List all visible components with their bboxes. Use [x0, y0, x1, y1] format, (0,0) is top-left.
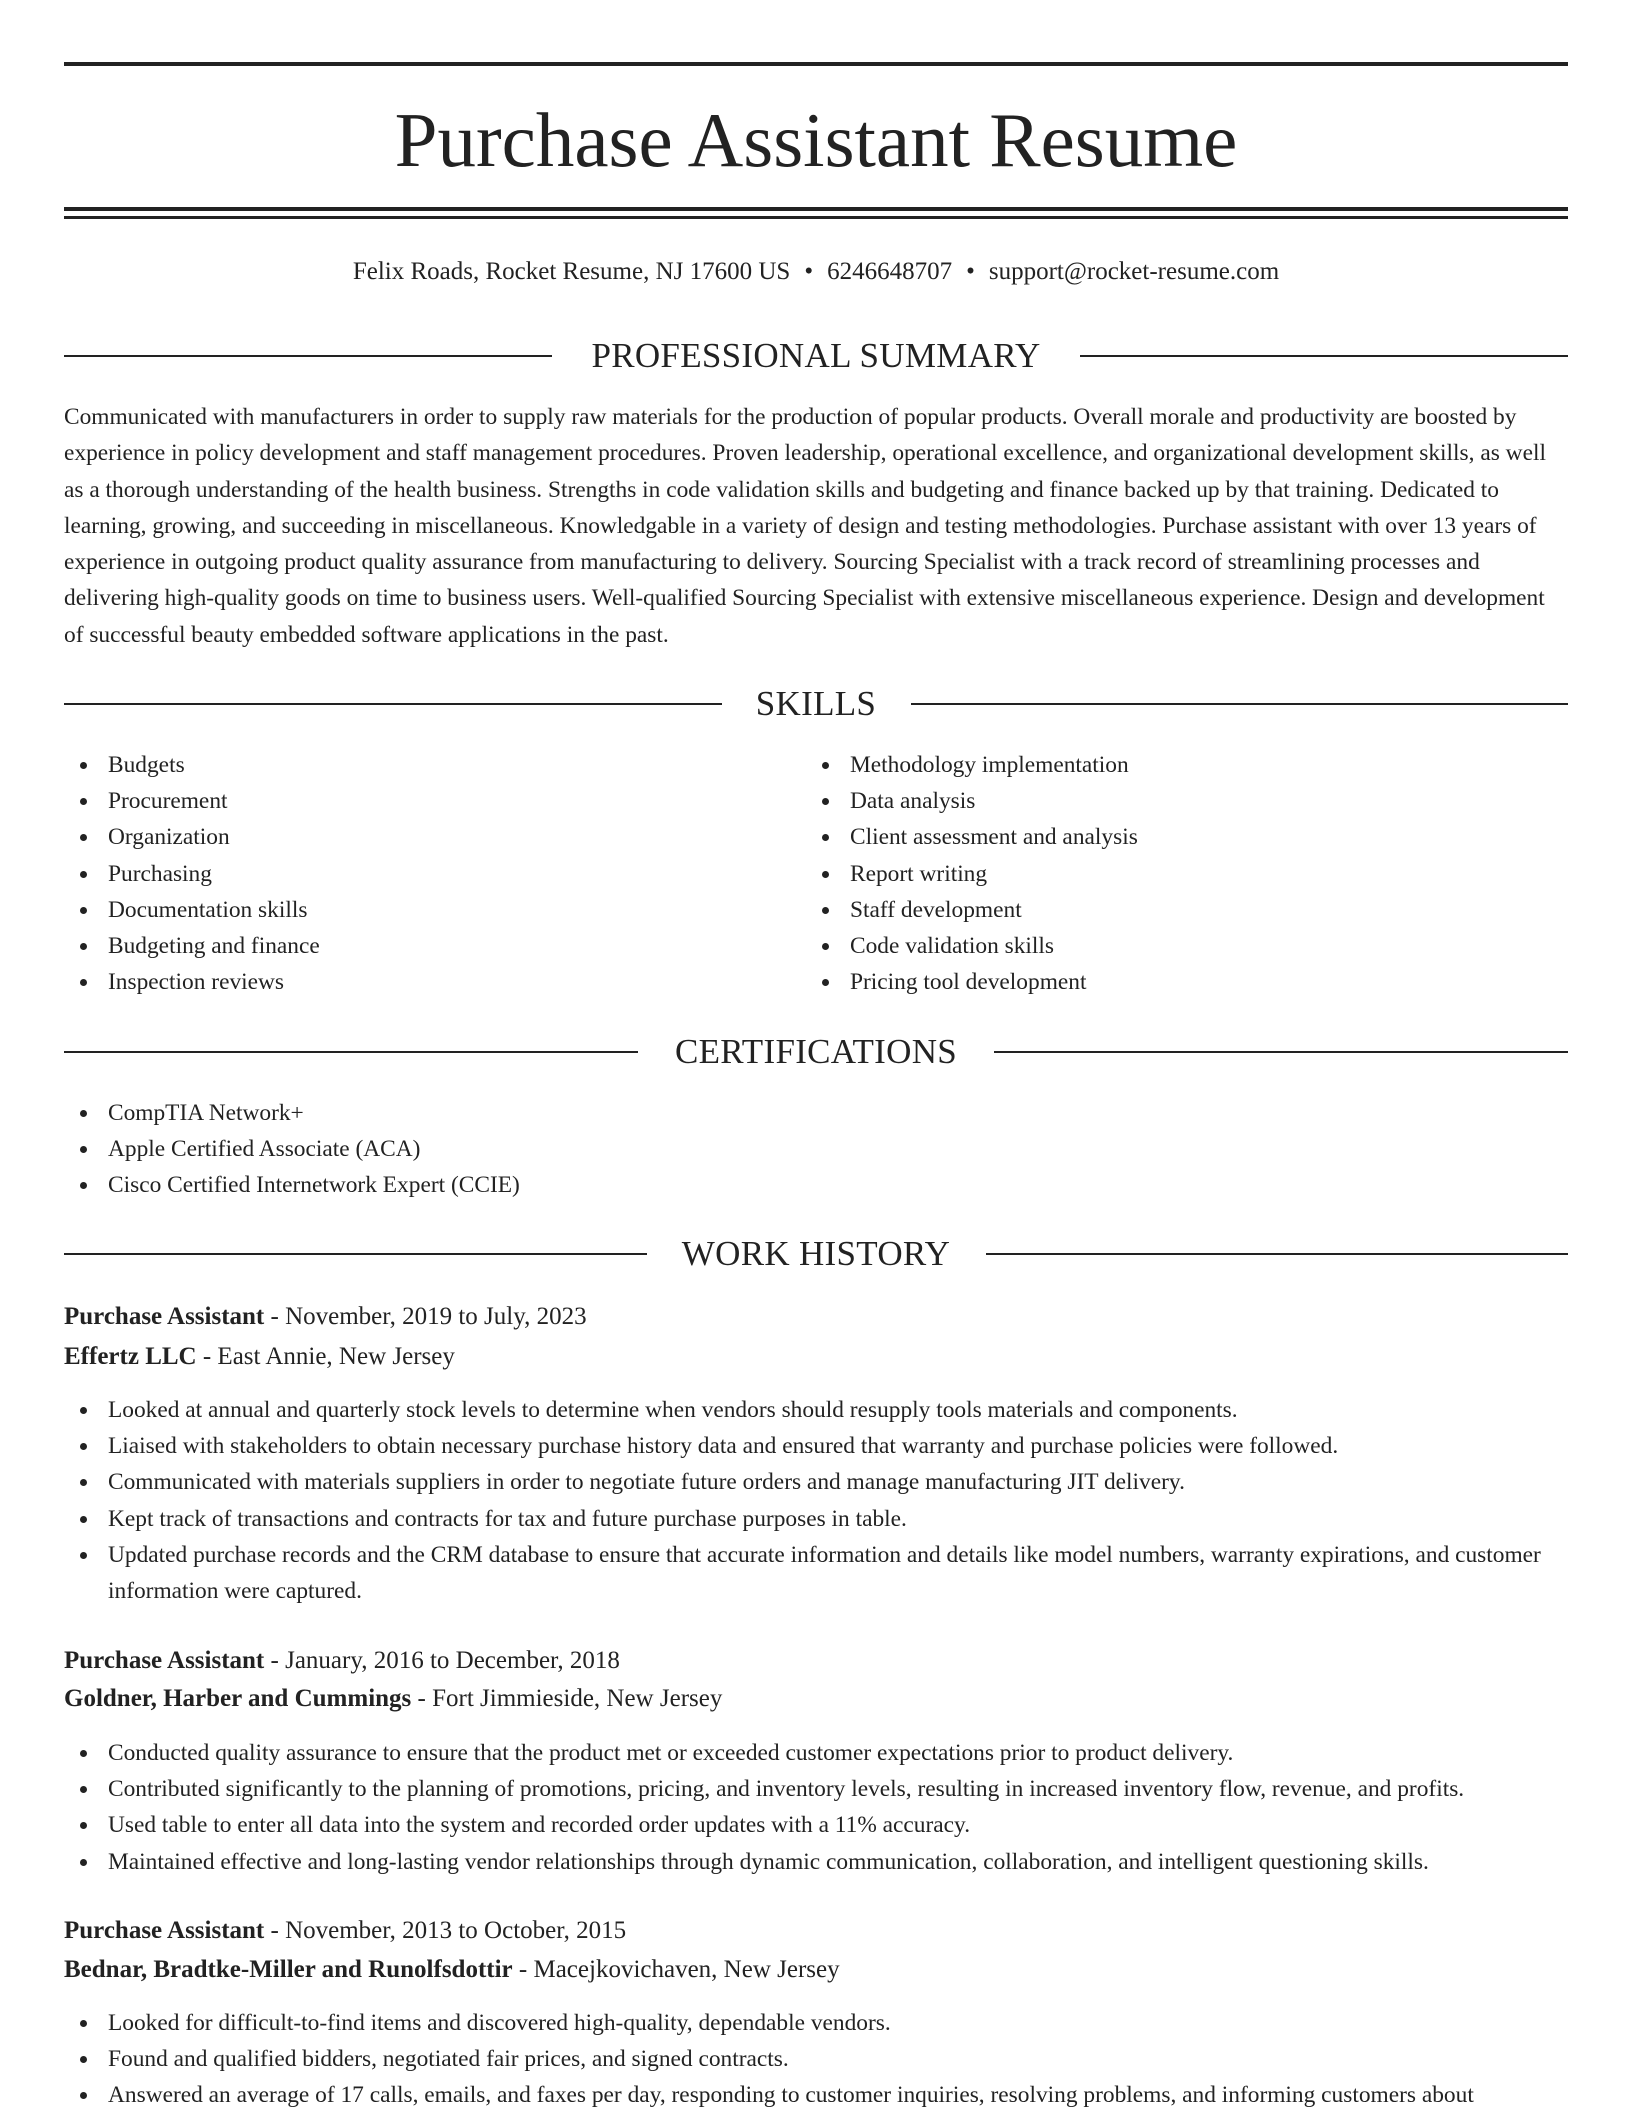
skill-item: Methodology implementation — [806, 747, 1568, 783]
job-company: Bednar, Bradtke-Miller and Runolfsdottir — [64, 1956, 513, 1983]
job-bullet: Liaised with stakeholders to obtain necessary purchase history data and ensured that warranty and purchase policies were followed. — [64, 1428, 1568, 1464]
job-location: - East Annie, New Jersey — [196, 1343, 455, 1370]
skill-item: Report writing — [806, 856, 1568, 892]
job-location: - Macejkovichaven, New Jersey — [512, 1956, 840, 1983]
job-bullet: Found and qualified bidders, negotiated fair prices, and signed contracts. — [64, 2041, 1568, 2077]
job-bullet-list — [64, 2005, 1568, 2114]
job-bullet: Looked for difficult-to-find items and discovered high-quality, dependable vendors. — [64, 2005, 1568, 2041]
resume-title: Purchase Assistant Resume — [394, 97, 1238, 183]
job-bullet: Conducted quality assurance to ensure that the product met or exceeded customer expectations prior to product delivery. — [64, 1735, 1568, 1771]
job-title: Purchase Assistant — [64, 1303, 265, 1330]
job-title: Purchase Assistant — [64, 1647, 265, 1674]
skill-item: Organization — [64, 819, 764, 855]
skill-item: Documentation skills — [64, 892, 764, 928]
job-location: - Fort Jimmieside, New Jersey — [411, 1685, 723, 1712]
contact-address: Felix Roads, Rocket Resume, NJ 17600 US — [352, 258, 791, 285]
title-rule-upper — [64, 207, 1568, 211]
section-header-summary — [64, 334, 1568, 378]
job-title-line — [64, 1299, 1568, 1335]
skill-item: Staff development — [806, 892, 1568, 928]
certifications-list — [64, 1095, 1568, 1204]
summary-text: Communicated with manufacturers in order to supply raw materials for the production of popular products. Overall morale and productivity are boosted by experience in policy development and staff management procedures. Proven leadership, operational excellence, and organizational development skills, as well as a thorough understanding of the health business. Strengths in code validation skills and budgeting and finance backed up by that training. Dedicated to learning, growing, and succeeding in miscellaneous. Knowledgable in a variety of design and testing methodologies. Purchase assistant with over 13 years of experience in outgoing product quality assurance from manufacturing to delivery. Sourcing Specialist with a track record of streamlining processes and delivering high-quality goods on time to business users. Well-qualified Sourcing Specialist with extensive miscellaneous experience. Design and development of successful beauty embedded software applications in the past. — [64, 404, 1546, 648]
section-title-work-history: WORK HISTORY — [681, 1234, 951, 1273]
skill-item: Data analysis — [806, 783, 1568, 819]
job-company-line — [64, 1952, 1568, 1988]
contact-line — [64, 254, 1568, 290]
job-bullet-list — [64, 1392, 1568, 1609]
skill-item: Budgeting and finance — [64, 928, 764, 964]
contact-phone: 6246648707 — [827, 258, 953, 285]
section-header-work-history — [64, 1232, 1568, 1276]
job-bullet: Updated purchase records and the CRM database to ensure that accurate information and details like model numbers, warranty expirations, and customer information were captured. — [64, 1537, 1568, 1609]
skill-item: Purchasing — [64, 856, 764, 892]
title-rule-lower — [64, 216, 1568, 219]
skills-list-left — [64, 747, 764, 1000]
job-bullet: Maintained effective and long-lasting vendor relationships through dynamic communication, collaboration, and intelligent questioning skills. — [64, 1844, 1568, 1880]
section-header-certifications — [64, 1030, 1568, 1074]
contact-email: support@rocket-resume.com — [988, 258, 1280, 285]
job-company: Effertz LLC — [64, 1343, 197, 1370]
job-bullet: Communicated with materials suppliers in order to negotiate future orders and manage manufacturing JIT delivery. — [64, 1464, 1568, 1500]
job-title-line — [64, 1913, 1568, 1949]
section-title-certifications: CERTIFICATIONS — [674, 1032, 958, 1071]
job-company-line — [64, 1681, 1568, 1717]
certification-item: CompTIA Network+ — [64, 1095, 1568, 1131]
job-title: Purchase Assistant — [64, 1917, 265, 1944]
job-company: Goldner, Harber and Cummings — [64, 1685, 412, 1712]
job-bullet: Used table to enter all data into the system and recorded order updates with a 11% accuracy. — [64, 1807, 1568, 1843]
certification-item: Apple Certified Associate (ACA) — [64, 1131, 1568, 1167]
skill-item: Budgets — [64, 747, 764, 783]
job-title-line — [64, 1643, 1568, 1679]
section-header-skills — [64, 682, 1568, 726]
job-bullet: Looked at annual and quarterly stock levels to determine when vendors should resupply tools materials and components. — [64, 1392, 1568, 1428]
job-bullet: Contributed significantly to the planning of promotions, pricing, and inventory levels, resulting in increased inventory flow, revenue, and profits. — [64, 1771, 1568, 1807]
skills-list-right — [806, 747, 1568, 1000]
section-title-skills: SKILLS — [755, 684, 877, 723]
skill-item: Inspection reviews — [64, 964, 764, 1000]
skill-item: Code validation skills — [806, 928, 1568, 964]
job-company-line — [64, 1339, 1568, 1375]
job-dates: - January, 2016 to December, 2018 — [264, 1647, 620, 1674]
skill-item: Procurement — [64, 783, 764, 819]
contact-separator: • — [966, 258, 975, 285]
certification-item: Cisco Certified Internetwork Expert (CCIE) — [64, 1167, 1568, 1203]
skill-item: Pricing tool development — [806, 964, 1568, 1000]
job-dates: - November, 2019 to July, 2023 — [264, 1303, 587, 1330]
job-dates: - November, 2013 to October, 2015 — [264, 1917, 627, 1944]
job-bullet: Answered an average of 17 calls, emails, and faxes per day, responding to customer inquiries, resolving problems, and informing customers about — [64, 2077, 1568, 2113]
skill-item: Client assessment and analysis — [806, 819, 1568, 855]
contact-separator: • — [804, 258, 814, 285]
job-bullet-list — [64, 1735, 1568, 1880]
job-bullet: Kept track of transactions and contracts for tax and future purchase purposes in table. — [64, 1501, 1568, 1537]
section-title-summary: PROFESSIONAL SUMMARY — [591, 336, 1041, 375]
top-rule — [64, 62, 1568, 66]
